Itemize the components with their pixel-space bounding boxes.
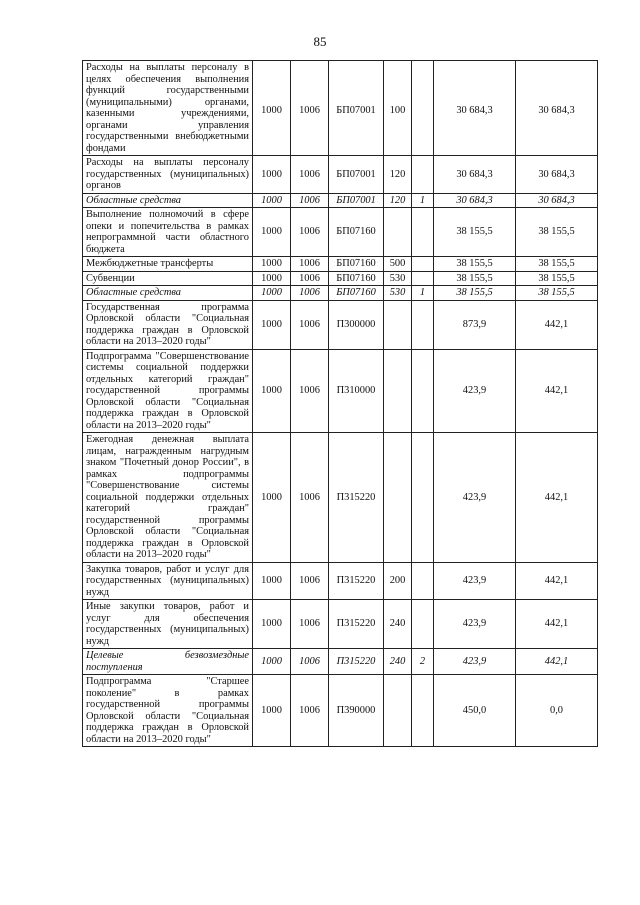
- amount-cell-2: 442,1: [516, 349, 598, 433]
- source-code-cell: [412, 349, 434, 433]
- expense-type-cell: 530: [384, 271, 412, 286]
- amount-cell-2: 442,1: [516, 600, 598, 649]
- section-code-cell: 1000: [253, 156, 291, 194]
- table-row: [83, 257, 598, 272]
- table-row: [83, 300, 598, 349]
- source-code-cell: [412, 271, 434, 286]
- source-code-cell: [412, 208, 434, 257]
- section-code-cell: 1000: [253, 271, 291, 286]
- source-code-cell: [412, 600, 434, 649]
- source-code-cell: 1: [412, 286, 434, 301]
- target-article-cell: БП07160: [329, 286, 384, 301]
- table-row: [83, 600, 598, 649]
- section-code-cell: 1000: [253, 600, 291, 649]
- expense-type-cell: 200: [384, 562, 412, 600]
- amount-cell-2: 38 155,5: [516, 208, 598, 257]
- expense-type-cell: 120: [384, 193, 412, 208]
- budget-table: [82, 60, 598, 747]
- table-row: [83, 156, 598, 194]
- amount-cell-2: 38 155,5: [516, 257, 598, 272]
- section-code-cell: 1000: [253, 300, 291, 349]
- row-name-cell: Субвенции: [83, 271, 253, 286]
- row-name-cell: Подпрограмма "Совершенствование системы социальной поддержки отдельных категорий граждан" государственной программы Орловской области "Социальная поддержка граждан в Орловской области на 2013–2020 годы": [83, 349, 253, 433]
- target-article-cell: БП07160: [329, 208, 384, 257]
- source-code-cell: [412, 257, 434, 272]
- table-row: [83, 286, 598, 301]
- target-article-cell: П315220: [329, 649, 384, 675]
- target-article-cell: П390000: [329, 675, 384, 747]
- amount-cell-1: 30 684,3: [434, 61, 516, 156]
- page-number: 85: [313, 34, 327, 49]
- amount-cell-2: 442,1: [516, 300, 598, 349]
- section-code-cell: 1000: [253, 675, 291, 747]
- table-row: [83, 61, 598, 156]
- target-article-cell: П310000: [329, 349, 384, 433]
- row-name-cell: Ежегодная денежная выплата лицам, награжденным нагрудным знаком "Почетный донор России", в рамках подпрограммы "Совершенствование системы социальной поддержки отдельных категорий граждан" государственной программы Орловской области "Социальная поддержка граждан в Орловской области на 2013–2020 годы": [83, 433, 253, 563]
- expense-type-cell: [384, 675, 412, 747]
- target-article-cell: П315220: [329, 600, 384, 649]
- target-article-cell: П315220: [329, 562, 384, 600]
- target-article-cell: БП07001: [329, 193, 384, 208]
- source-code-cell: [412, 675, 434, 747]
- row-name-cell: Расходы на выплаты персоналу в целях обеспечения выполнения функций государственными (муниципальными) органами, казенными учреждениями, органами управления государственными внебюджетными фондами: [83, 61, 253, 156]
- row-name-cell: Выполнение полномочий в сфере опеки и попечительства в рамках непрограммной части областного бюджета: [83, 208, 253, 257]
- amount-cell-1: 30 684,3: [434, 156, 516, 194]
- expense-type-cell: [384, 349, 412, 433]
- row-name-cell: Областные средства: [83, 286, 253, 301]
- amount-cell-2: 38 155,5: [516, 286, 598, 301]
- subsection-code-cell: 1006: [291, 600, 329, 649]
- amount-cell-2: 30 684,3: [516, 61, 598, 156]
- amount-cell-1: 423,9: [434, 349, 516, 433]
- amount-cell-1: 38 155,5: [434, 271, 516, 286]
- amount-cell-2: 30 684,3: [516, 193, 598, 208]
- row-name-cell: Государственная программа Орловской области "Социальная поддержка граждан в Орловской области на 2013–2020 годы": [83, 300, 253, 349]
- subsection-code-cell: 1006: [291, 649, 329, 675]
- amount-cell-1: 873,9: [434, 300, 516, 349]
- expense-type-cell: 240: [384, 649, 412, 675]
- source-code-cell: 2: [412, 649, 434, 675]
- row-name-cell: Целевые безвозмездные поступления: [83, 649, 253, 675]
- amount-cell-1: 38 155,5: [434, 286, 516, 301]
- row-name-cell: Подпрограмма "Старшее поколение" в рамках государственной программы Орловской области "Социальная поддержка граждан в Орловской области на 2013–2020 годы": [83, 675, 253, 747]
- table-row: [83, 562, 598, 600]
- expense-type-cell: 530: [384, 286, 412, 301]
- section-code-cell: 1000: [253, 349, 291, 433]
- section-code-cell: 1000: [253, 61, 291, 156]
- source-code-cell: [412, 61, 434, 156]
- subsection-code-cell: 1006: [291, 156, 329, 194]
- amount-cell-1: 38 155,5: [434, 208, 516, 257]
- target-article-cell: П315220: [329, 433, 384, 563]
- subsection-code-cell: 1006: [291, 675, 329, 747]
- subsection-code-cell: 1006: [291, 433, 329, 563]
- row-name-cell: Иные закупки товаров, работ и услуг для обеспечения государственных (муниципальных) нужд: [83, 600, 253, 649]
- subsection-code-cell: 1006: [291, 286, 329, 301]
- amount-cell-1: 30 684,3: [434, 193, 516, 208]
- target-article-cell: БП07160: [329, 257, 384, 272]
- section-code-cell: 1000: [253, 286, 291, 301]
- row-name-cell: Межбюджетные трансферты: [83, 257, 253, 272]
- expense-type-cell: [384, 433, 412, 563]
- target-article-cell: БП07001: [329, 61, 384, 156]
- section-code-cell: 1000: [253, 433, 291, 563]
- expense-type-cell: [384, 300, 412, 349]
- amount-cell-2: 30 684,3: [516, 156, 598, 194]
- source-code-cell: [412, 562, 434, 600]
- table-row: [83, 649, 598, 675]
- subsection-code-cell: 1006: [291, 193, 329, 208]
- budget-table-body: [83, 61, 598, 747]
- table-row: [83, 433, 598, 563]
- source-code-cell: [412, 156, 434, 194]
- amount-cell-2: 442,1: [516, 433, 598, 563]
- amount-cell-2: 442,1: [516, 649, 598, 675]
- source-code-cell: [412, 433, 434, 563]
- subsection-code-cell: 1006: [291, 257, 329, 272]
- subsection-code-cell: 1006: [291, 208, 329, 257]
- amount-cell-1: 423,9: [434, 649, 516, 675]
- section-code-cell: 1000: [253, 257, 291, 272]
- amount-cell-1: 423,9: [434, 562, 516, 600]
- expense-type-cell: [384, 208, 412, 257]
- expense-type-cell: 500: [384, 257, 412, 272]
- expense-type-cell: 120: [384, 156, 412, 194]
- amount-cell-1: 423,9: [434, 600, 516, 649]
- subsection-code-cell: 1006: [291, 61, 329, 156]
- subsection-code-cell: 1006: [291, 562, 329, 600]
- row-name-cell: Закупка товаров, работ и услуг для государственных (муниципальных) нужд: [83, 562, 253, 600]
- row-name-cell: Областные средства: [83, 193, 253, 208]
- section-code-cell: 1000: [253, 649, 291, 675]
- expense-type-cell: 100: [384, 61, 412, 156]
- subsection-code-cell: 1006: [291, 349, 329, 433]
- amount-cell-2: 442,1: [516, 562, 598, 600]
- row-name-cell: Расходы на выплаты персоналу государственных (муниципальных) органов: [83, 156, 253, 194]
- target-article-cell: БП07160: [329, 271, 384, 286]
- table-row: [83, 271, 598, 286]
- source-code-cell: 1: [412, 193, 434, 208]
- source-code-cell: [412, 300, 434, 349]
- section-code-cell: 1000: [253, 193, 291, 208]
- table-row: [83, 208, 598, 257]
- target-article-cell: БП07001: [329, 156, 384, 194]
- table-row: [83, 349, 598, 433]
- amount-cell-1: 423,9: [434, 433, 516, 563]
- amount-cell-1: 38 155,5: [434, 257, 516, 272]
- subsection-code-cell: 1006: [291, 300, 329, 349]
- target-article-cell: П300000: [329, 300, 384, 349]
- table-row: [83, 675, 598, 747]
- expense-type-cell: 240: [384, 600, 412, 649]
- amount-cell-2: 0,0: [516, 675, 598, 747]
- section-code-cell: 1000: [253, 208, 291, 257]
- subsection-code-cell: 1006: [291, 271, 329, 286]
- amount-cell-2: 38 155,5: [516, 271, 598, 286]
- section-code-cell: 1000: [253, 562, 291, 600]
- table-row: [83, 193, 598, 208]
- amount-cell-1: 450,0: [434, 675, 516, 747]
